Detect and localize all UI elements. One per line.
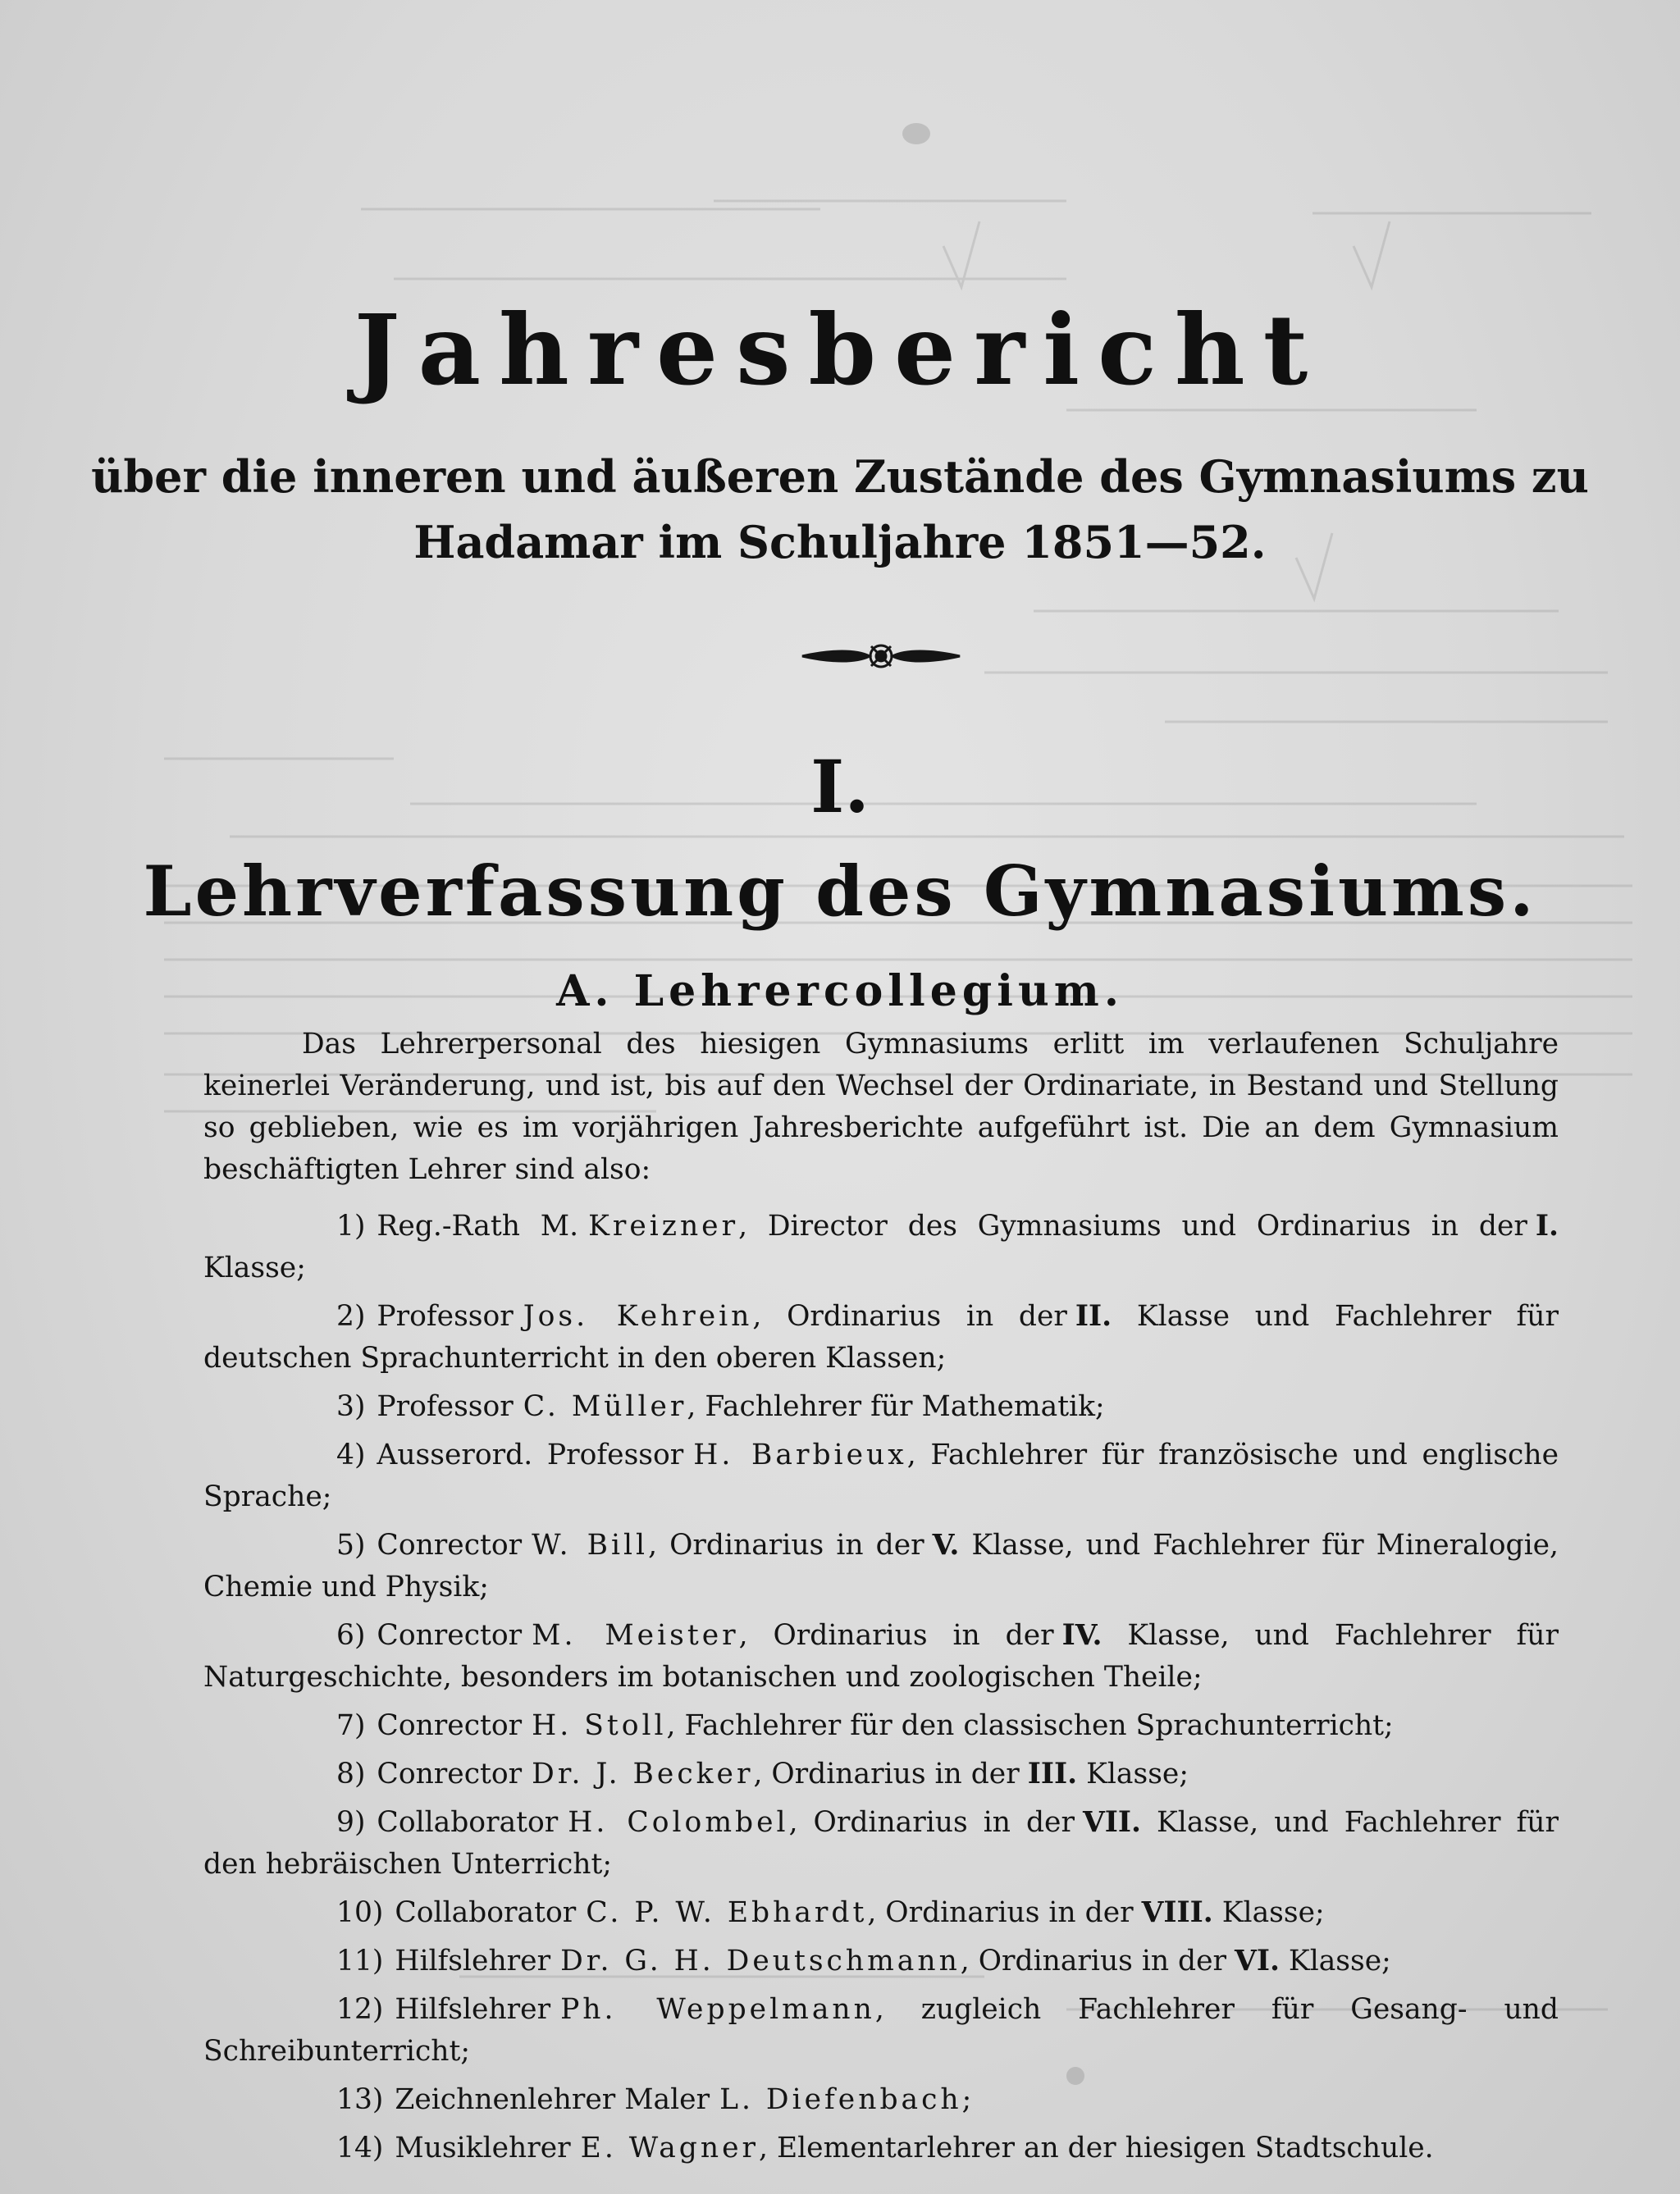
teacher-number: 2): [336, 1300, 366, 1333]
teacher-name: C. Müller: [523, 1390, 687, 1423]
teacher-role: , Fachlehrer für französische und englische Sprache;: [203, 1439, 1559, 1513]
teacher-role: , Elementarlehrer an der hiesigen Stadtschule.: [759, 2132, 1434, 2164]
section-title: Lehrverfassung des Gymnasiums.: [143, 851, 1537, 932]
teacher-class: I.: [1535, 1210, 1559, 1243]
teacher-class: VIII.: [1141, 1896, 1213, 1929]
teacher-role-continued: Klasse;: [1212, 1896, 1325, 1929]
teacher-list-item: [203, 1525, 1559, 1608]
teacher-class: V.: [932, 1529, 960, 1562]
teacher-number: 8): [336, 1758, 366, 1790]
teacher-list: [203, 1206, 1559, 2169]
teacher-role: , Ordinarius in der: [867, 1896, 1134, 1929]
teacher-list-item: [203, 1435, 1559, 1518]
teacher-role: , Director des Gymnasiums und Ordinarius in der: [738, 1210, 1527, 1243]
teacher-name: C. P. W. Ebhardt: [586, 1896, 868, 1929]
teacher-title: Conrector: [377, 1619, 523, 1652]
intro-paragraph: Das Lehrerpersonal des hiesigen Gymnasiums erlitt im verlaufenen Schuljahre keinerlei Veränderung, und ist, bis auf den Wechsel der Ordinariate, in Bestand und Stellung so geblieben, wie es im vorjährigen Jahresberichte aufgeführt ist. Die an dem Gymnasium beschäftigten Lehrer sind also:: [203, 1028, 1559, 1186]
teacher-role: , Ordinarius in der: [788, 1806, 1075, 1839]
teacher-list-item: [203, 1941, 1559, 1982]
teacher-name: H. Barbieux: [693, 1439, 907, 1471]
teacher-list-item: [203, 1989, 1559, 2073]
teacher-number: 13): [336, 2083, 384, 2116]
subsection-title: A. Lehrercollegium.: [556, 966, 1124, 1016]
teacher-title: Professor: [377, 1390, 514, 1423]
teacher-number: 7): [336, 1709, 366, 1742]
teacher-list-item: [203, 1615, 1559, 1699]
teacher-role-continued: Klasse, und Fachlehrer für den hebräischen Unterricht;: [203, 1806, 1559, 1881]
teacher-title: Musiklehrer: [395, 2132, 571, 2164]
teacher-role-continued: Klasse;: [203, 1252, 306, 1284]
teacher-title: Ausserord. Professor: [377, 1439, 684, 1471]
teacher-number: 1): [336, 1210, 366, 1243]
teacher-name: Kreizner: [588, 1210, 739, 1243]
teacher-role: , Ordinarius in der: [752, 1300, 1067, 1333]
body-text: [203, 1024, 1559, 2176]
teacher-title: Conrector: [377, 1709, 523, 1742]
teacher-class: IV.: [1061, 1619, 1102, 1652]
teacher-role-continued: Klasse, und Fachlehrer für Naturgeschichte, besonders im botanischen und zoologischen Theile;: [203, 1619, 1559, 1694]
teacher-title: Zeichnenlehrer Maler: [395, 2083, 710, 2116]
teacher-number: 10): [336, 1896, 384, 1929]
teacher-role: , Ordinarius in der: [753, 1758, 1020, 1790]
teacher-class: VII.: [1082, 1806, 1142, 1839]
subtitle-line-2: Hadamar im Schuljahre 1851—52.: [413, 516, 1267, 568]
teacher-list-item: [203, 1206, 1559, 1289]
teacher-number: 14): [336, 2132, 384, 2164]
teacher-title: Reg.-Rath M.: [377, 1210, 579, 1243]
teacher-title: Conrector: [377, 1529, 523, 1562]
teacher-title: Collaborator: [377, 1806, 559, 1839]
teacher-list-item: [203, 1386, 1559, 1428]
teacher-name: H. Colombel: [568, 1806, 789, 1839]
teacher-class: VI.: [1235, 1945, 1280, 1977]
teacher-number: 12): [336, 1993, 384, 2026]
teacher-number: 4): [336, 1439, 366, 1471]
teacher-role: ;: [961, 2083, 972, 2116]
teacher-list-item: [203, 1754, 1559, 1795]
teacher-name: E. Wagner: [580, 2132, 760, 2164]
teacher-role-continued: Klasse;: [1077, 1758, 1189, 1790]
teacher-number: 5): [336, 1529, 366, 1562]
teacher-title: Hilfslehrer: [395, 1993, 551, 2026]
teacher-list-item: [203, 1892, 1559, 1934]
teacher-name: Jos. Kehrein: [523, 1300, 753, 1333]
section-number: I.: [810, 744, 870, 829]
teacher-role: , Ordinarius in der: [738, 1619, 1054, 1652]
teacher-class: II.: [1075, 1300, 1112, 1333]
teacher-name: Dr. J. Becker: [532, 1758, 754, 1790]
teacher-title: Hilfslehrer: [395, 1945, 551, 1977]
teacher-number: 9): [336, 1806, 366, 1839]
teacher-list-item: [203, 1802, 1559, 1886]
teacher-number: 6): [336, 1619, 366, 1652]
teacher-role: , Fachlehrer für den classischen Sprachunterricht;: [666, 1709, 1394, 1742]
teacher-title: Conrector: [377, 1758, 523, 1790]
teacher-list-item: [203, 1296, 1559, 1380]
teacher-title: Collaborator: [395, 1896, 577, 1929]
teacher-name: Ph. Weppelmann: [560, 1993, 875, 2026]
teacher-name: Dr. G. H. Deutschmann: [560, 1945, 961, 1977]
teacher-role: , Ordinarius in der: [648, 1529, 924, 1562]
subtitle-line-1: über die inneren und äußeren Zustände des Gymnasiums zu: [91, 450, 1589, 503]
teacher-number: 11): [336, 1945, 384, 1977]
teacher-role: , zugleich Fachlehrer für Gesang- und Schreibunterricht;: [203, 1993, 1559, 2068]
teacher-number: 3): [336, 1390, 366, 1423]
teacher-name: W. Bill: [532, 1529, 649, 1562]
teacher-list-item: [203, 1705, 1559, 1747]
document-title: Jahresbericht: [354, 293, 1326, 407]
teacher-title: Professor: [377, 1300, 514, 1333]
teacher-list-item: [203, 2079, 1559, 2121]
teacher-name: H. Stoll: [532, 1709, 667, 1742]
teacher-role: , Ordinarius in der: [960, 1945, 1227, 1977]
teacher-name: M. Meister: [532, 1619, 739, 1652]
teacher-role: , Fachlehrer für Mathematik;: [687, 1390, 1105, 1423]
teacher-role-continued: Klasse und Fachlehrer für deutschen Sprachunterricht in den oberen Klassen;: [203, 1300, 1559, 1375]
teacher-name: L. Diefenbach: [719, 2083, 962, 2116]
ornament-divider-icon: [799, 640, 963, 673]
teacher-list-item: [203, 2128, 1559, 2169]
teacher-class: III.: [1027, 1758, 1078, 1790]
teacher-role-continued: Klasse;: [1279, 1945, 1391, 1977]
teacher-role-continued: Klasse, und Fachlehrer für Mineralogie, Chemie und Physik;: [203, 1529, 1559, 1603]
